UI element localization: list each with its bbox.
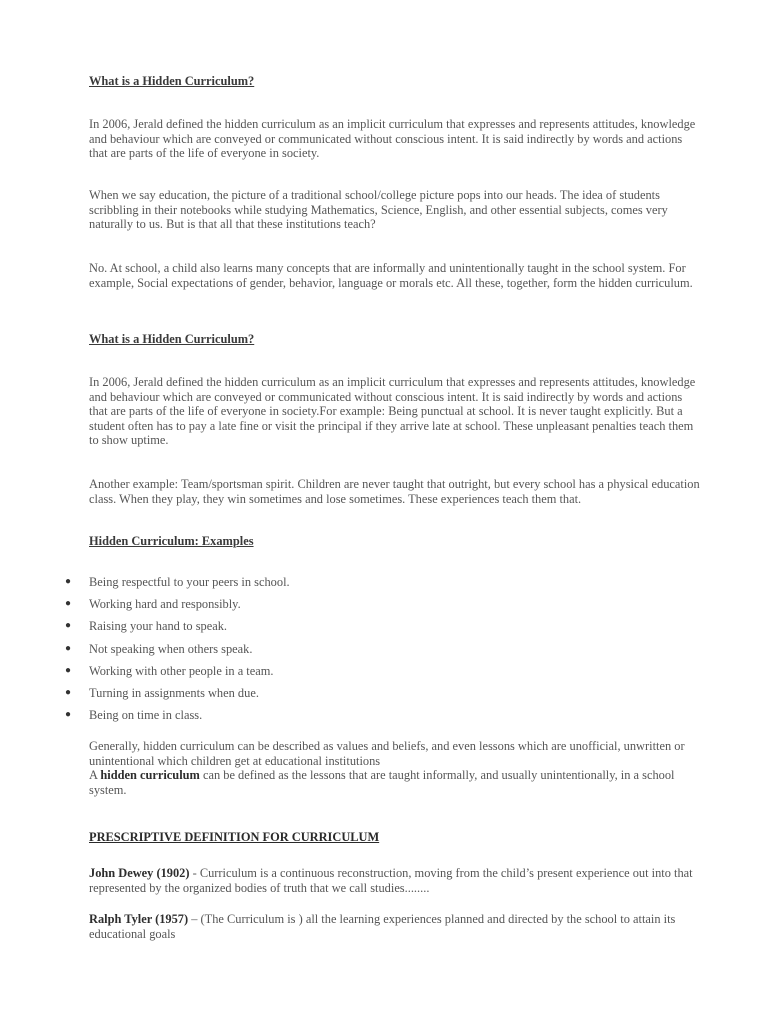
paragraph-ralph-tyler	[89, 912, 701, 941]
list-item	[64, 619, 684, 641]
list-item	[64, 664, 684, 686]
list-item-text: Being respectful to your peers in school.	[89, 575, 290, 589]
tyler-definition: – (The Curriculum is ) all the learning experiences planned and directed by the school to attain its educational goals	[89, 912, 676, 941]
paragraph-jerald-definition: In 2006, Jerald defined the hidden curriculum as an implicit curriculum that expresses and represents attitudes, knowledge and behaviour which are conveyed or communicated without conscious intent. It is said indirectly by words and actions that are parts of the life of everyone in society.	[89, 117, 696, 161]
examples-list	[64, 575, 684, 730]
list-item	[64, 686, 684, 708]
paragraph-jerald-definition-extended: In 2006, Jerald defined the hidden curriculum as an implicit curriculum that expresses and represents attitudes, knowledge and behaviour which are conveyed or communicated without conscious intent. It is said indirectly by words and actions that are parts of the life of everyone in society.For example: Being punctual at school. It is never taught explicitly. But a student often has to pay a late fine or visit the principal if they arrive late at school. These unpleasant penalties teach them to show uptime.	[89, 375, 696, 448]
definition-prefix: A	[89, 768, 101, 783]
list-item-text: Working with other people in a team.	[89, 663, 274, 678]
bullet-icon: ●	[65, 664, 72, 676]
bullet-icon: ●	[65, 576, 72, 587]
paragraph-education-picture: When we say education, the picture of a traditional school/college picture pops into our heads. The idea of students scribbling in their notebooks while studying Mathematics, Science, English, and other essential subjects, comes very naturally to us. But is that all that these institutions teach?	[89, 188, 668, 232]
bullet-icon: ●	[65, 686, 72, 698]
section-heading-prescriptive-definition: PRESCRIPTIVE DEFINITION FOR CURRICULUM	[89, 830, 380, 844]
section-heading-examples: Hidden Curriculum: Examples	[89, 534, 254, 548]
list-item-text: Working hard and responsibly.	[89, 597, 241, 612]
paragraph-team-spirit-example: Another example: Team/sportsman spirit. Children are never taught that outright, but every school has a physical education class. When they play, they win sometimes and lose sometimes. These experiences teach them that.	[89, 477, 700, 506]
bullet-icon: ●	[65, 642, 72, 654]
dewey-definition: - Curriculum is a continuous reconstruction, moving from the child’s present experience out into that represented by the organized bodies of truth that we call studies........	[89, 866, 693, 895]
paragraph-john-dewey	[89, 866, 701, 895]
list-item-text: Being on time in class.	[89, 708, 203, 723]
list-item-text: Not speaking when others speak.	[89, 641, 253, 656]
dewey-name: John Dewey (1902)	[89, 866, 190, 880]
bullet-icon: ●	[65, 709, 72, 721]
paragraph-informal-learning: No. At school, a child also learns many concepts that are informally and unintentionally taught in the school system. For example, Social expectations of gender, behavior, language or morals etc. All these, together, form the hidden curriculum.	[89, 261, 693, 290]
bullet-icon: ●	[65, 620, 72, 632]
list-item	[64, 597, 684, 619]
paragraph-hidden-curriculum-values	[89, 739, 701, 797]
list-item	[64, 708, 684, 730]
definition-text: can be defined as the lessons that are taught informally, and usually unintentionally, in a school system.	[89, 768, 675, 797]
list-item	[64, 575, 684, 597]
hidden-curriculum-term: hidden curriculum	[100, 768, 200, 783]
section-heading-hidden-curriculum-repeat: What is a Hidden Curriculum?	[89, 332, 255, 346]
bullet-icon: ●	[65, 598, 72, 610]
list-item-text: Raising your hand to speak.	[89, 619, 227, 634]
values-text: Generally, hidden curriculum can be described as values and beliefs, and even lessons which are unofficial, unwritten or unintentional which children get at educational institutions	[89, 739, 685, 768]
tyler-name: Ralph Tyler (1957)	[89, 912, 189, 926]
list-item	[64, 642, 684, 664]
list-item-text: Turning in assignments when due.	[89, 685, 259, 700]
section-heading-hidden-curriculum: What is a Hidden Curriculum?	[89, 74, 255, 88]
